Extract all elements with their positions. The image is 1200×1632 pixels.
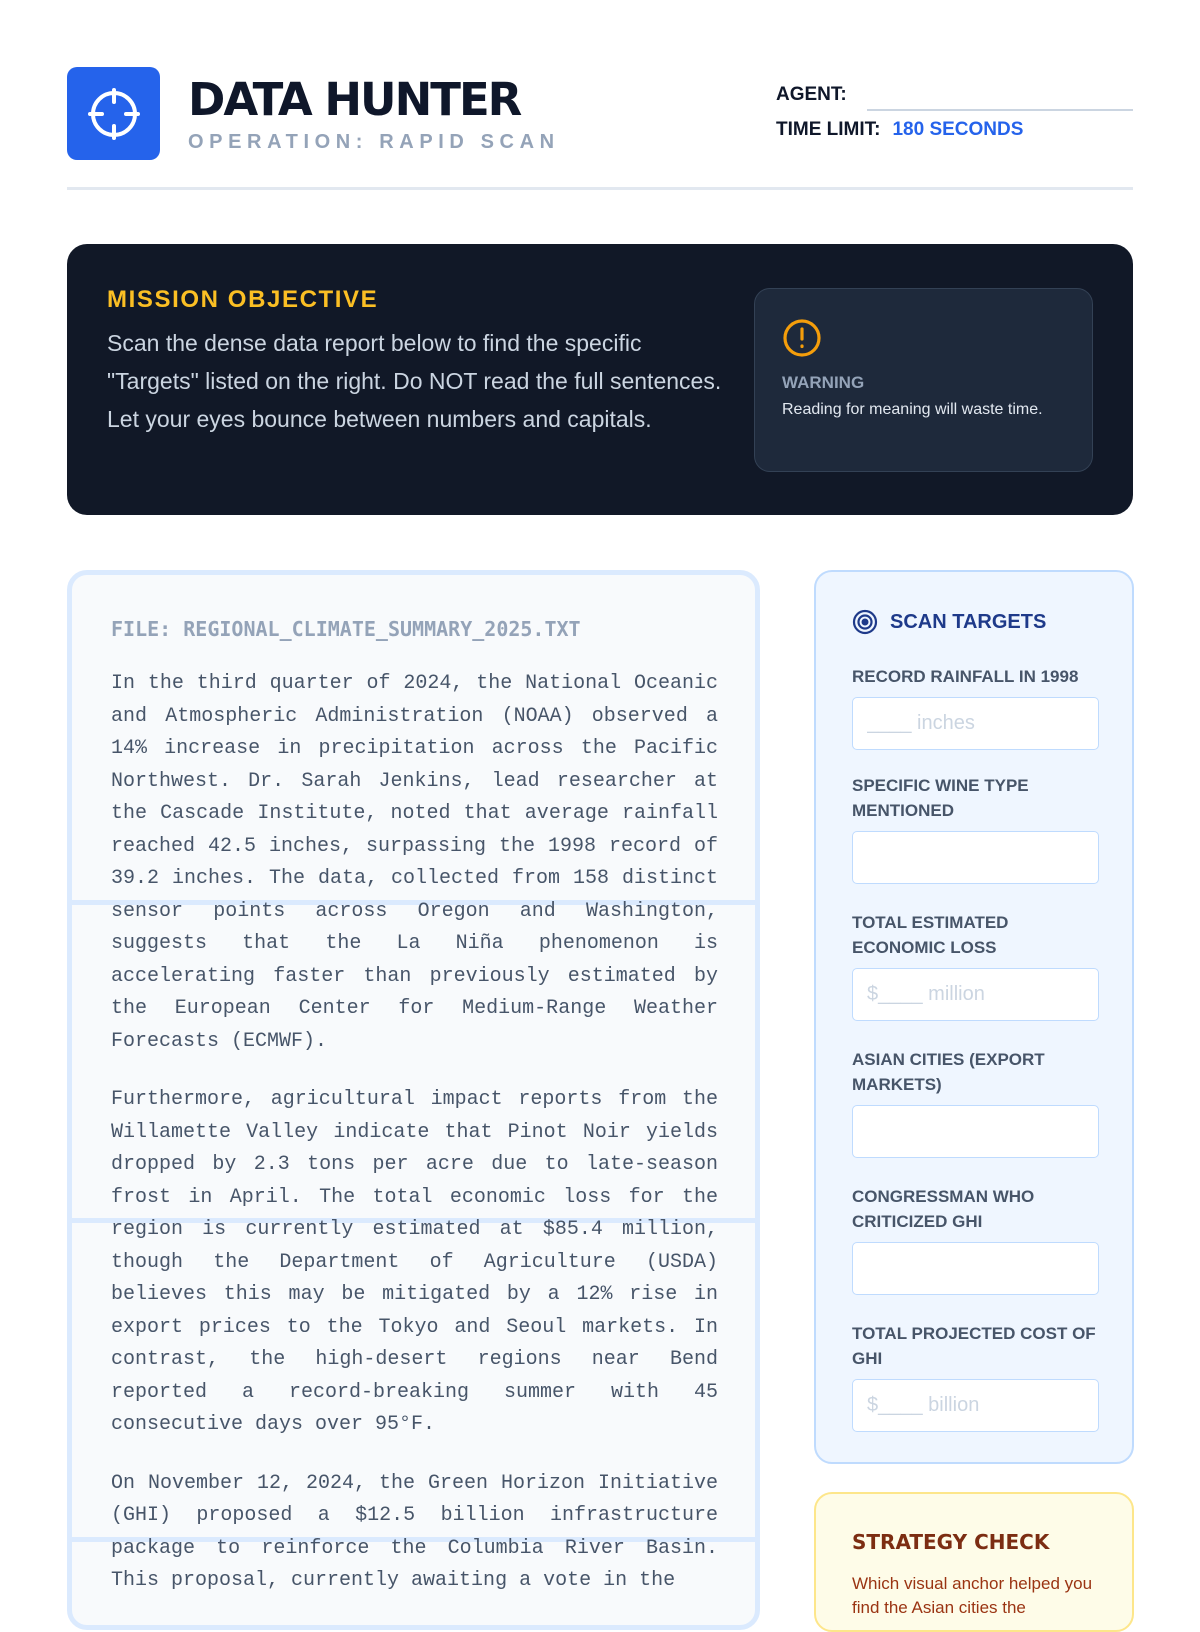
agent-label: AGENT: [776,84,847,105]
time-limit-label: TIME LIMIT: [776,119,881,140]
asian-cities-input[interactable] [852,1105,1099,1158]
target-field-record-rainfall [852,664,1099,750]
warning-text: Reading for meaning will waste time. [782,401,1043,418]
file-body [111,668,718,1624]
field-label: CONGRESSMAN WHO CRITICIZED GHI [852,1187,1035,1231]
congressman-input[interactable] [852,1242,1099,1295]
page-subtitle: OPERATION: RAPID SCAN [188,131,560,153]
file-paragraph: On November 12, 2024, the Green Horizon Initiative (GHI) proposed a $12.5 billion infrastructure package to reinforce the Columbia River Basin. This proposal, currently awaiting a vote in the [111,1471,718,1592]
file-paragraph: In the third quarter of 2024, the National Oceanic and Atmospheric Administration (NOAA) observed a 14% increase in precipitation across the Pacific Northwest. Dr. Sarah Jenkins, lead researcher at the Cascade Institute, noted that average rainfall reached 42.5 inches, surpassing the 1998 record of 39.2 inches. The data, collected from 158 distinct sensor points across Oregon and Washington, suggests that the La Niña phenomenon is accelerating faster than previously estimated by the European Center for Medium-Range Weather Forecasts (ECMWF). [111,672,718,1053]
crosshair-icon [87,87,141,141]
strategy-title: STRATEGY CHECK [852,1530,1050,1554]
page-title: DATA HUNTER [188,73,521,126]
scan-targets-panel [814,570,1134,1464]
record-rainfall-input[interactable] [852,697,1099,750]
target-field-wine-type [852,773,1099,884]
logo [67,67,160,160]
warning-box [754,288,1093,472]
alert-circle-icon [782,318,822,358]
warning-label: WARNING [782,373,865,392]
file-paragraph: Furthermore, agricultural impact reports from the Willamette Valley indicate that Pinot Noir yields dropped by 2.3 tons per acre due to late-season frost in April. The total economic loss for the region is currently estimated at $85.4 million, though the Department of Agriculture (USDA) believes this may be mitigated by a 12% rise in export prices to the Tokyo and Seoul markets. In contrast, the high-desert regions near Bend reported a record-breaking summer with 45 consecutive days over 95°F. [111,1088,718,1436]
file-title: FILE: REGIONAL_CLIMATE_SUMMARY_2025.TXT [111,617,581,641]
target-field-ghi-cost [852,1321,1099,1432]
scan-targets-title: SCAN TARGETS [890,610,1047,633]
page-header [67,67,1133,190]
field-label: RECORD RAINFALL IN 1998 [852,667,1079,686]
mission-text: Scan the dense data report below to find the specific "Targets" listed on the right. Do NOT read the full sentences. Let your eyes bounce between numbers and capitals. [107,330,722,432]
mission-objective-card [67,244,1133,515]
target-field-congressman [852,1184,1099,1295]
strategy-check-card [814,1492,1134,1632]
strategy-text: Which visual anchor helped you find the Asian cities the [852,1574,1093,1617]
scan-targets-header [852,608,1046,636]
target-field-economic-loss [852,910,1099,1021]
target-field-asian-cities [852,1047,1099,1158]
ghi-cost-input[interactable] [852,1379,1099,1432]
wine-type-input[interactable] [852,831,1099,884]
field-label: TOTAL PROJECTED COST OF GHI [852,1324,1096,1368]
field-label: TOTAL ESTIMATED ECONOMIC LOSS [852,913,1009,957]
time-limit-row [776,119,1023,141]
economic-loss-input[interactable] [852,968,1099,1021]
target-icon [852,609,878,635]
field-label: SPECIFIC WINE TYPE MENTIONED [852,776,1029,820]
file-document-panel [67,570,760,1630]
mission-title: MISSION OBJECTIVE [107,286,379,313]
field-label: ASIAN CITIES (EXPORT MARKETS) [852,1050,1045,1094]
agent-name-field[interactable] [867,109,1133,111]
time-limit-value: 180 SECONDS [892,119,1024,140]
agent-row [776,84,1133,110]
